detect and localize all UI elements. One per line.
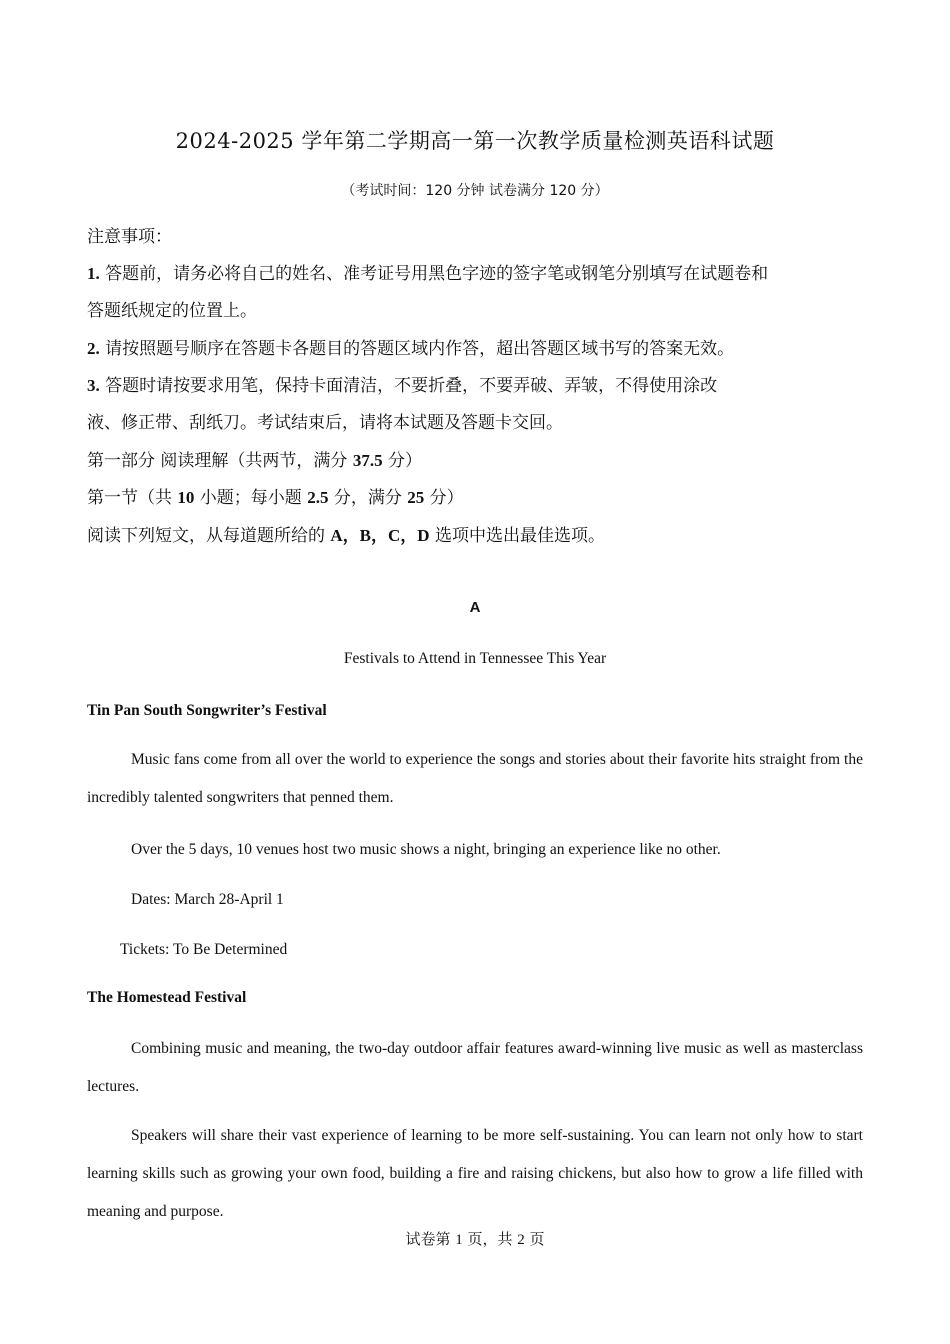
note-item-1-text: 答题前，请务必将自己的姓名、准考证号用黑色字迹的签字笔或钢笔分别填写在试题卷和 bbox=[105, 264, 769, 284]
festival-1-name: Tin Pan South Songwriter’s Festival bbox=[87, 702, 327, 719]
note-item-2-text: 请按照题号顺序在答题卡各题目的答题区域内作答，超出答题区域书写的答案无效。 bbox=[105, 339, 735, 359]
section-1-mid: 小题；每小题 bbox=[194, 488, 308, 508]
note-item-2-number: 2. bbox=[87, 339, 100, 358]
exam-title: 2024-2025 学年第二学期高一第一次教学质量检测英语科试题 bbox=[175, 129, 775, 153]
note-item-1-number: 1. bbox=[87, 264, 100, 283]
note-item-2 bbox=[87, 337, 734, 361]
festival-2-paragraph-2: Speakers will share their vast experience of learning to be more self-sustaining. You can learn not only how to start learning skills such as growing your own food, building a fire and raising chickens, but also how to grow a life filled with meaning and purpose. bbox=[87, 1127, 863, 1220]
festival-1-paragraph-1: Music fans come from all over the world to experience the songs and stories about their favorite hits straight from the incredibly talented songwriters that penned them. bbox=[87, 751, 863, 806]
section-1-prefix: 第一节（共 bbox=[87, 488, 178, 508]
notes-heading: 注意事项： bbox=[87, 227, 172, 247]
exam-subtitle: （考试时间：120 分钟 试卷满分 120 分） bbox=[341, 183, 609, 199]
section-1-heading bbox=[87, 486, 464, 510]
reading-instruction bbox=[87, 524, 605, 548]
festival-1-tickets: Tickets: To Be Determined bbox=[120, 941, 288, 958]
instruction-suffix: 选项中选出最佳选项。 bbox=[429, 526, 605, 546]
festival-2-paragraph-1: Combining music and meaning, the two-day outdoor affair features award-winning live music as well as masterclass lectures. bbox=[87, 1040, 863, 1095]
instruction-prefix: 阅读下列短文，从每道题所给的 bbox=[87, 526, 331, 546]
note-item-3-number: 3. bbox=[87, 376, 100, 395]
passage-title: Festivals to Attend in Tennessee This Year bbox=[343, 650, 607, 667]
instruction-options: A，B，C，D bbox=[330, 526, 430, 545]
part-1-prefix: 第一部分 阅读理解（共两节，满分 bbox=[87, 451, 353, 471]
festival-2-name: The Homestead Festival bbox=[87, 989, 247, 1006]
note-item-1-line-1 bbox=[87, 262, 768, 286]
section-1-total-score: 25 bbox=[407, 488, 425, 507]
page-footer bbox=[0, 1228, 950, 1249]
section-1-mid2: 分，满分 bbox=[328, 488, 408, 508]
footer-prefix: 试卷第 bbox=[405, 1230, 456, 1248]
section-1-suffix: 分） bbox=[424, 488, 464, 508]
passage-label: A bbox=[469, 599, 481, 616]
footer-total-pages: 2 bbox=[517, 1232, 525, 1248]
section-1-each-score: 2.5 bbox=[307, 488, 329, 507]
note-item-1-line-2: 答题纸规定的位置上。 bbox=[87, 301, 257, 321]
footer-suffix: 页 bbox=[524, 1230, 545, 1248]
festival-1-paragraph-2: Over the 5 days, 10 venues host two music shows a night, bringing an experience like no other. bbox=[131, 841, 721, 858]
part-1-heading bbox=[87, 449, 422, 473]
festival-1-dates: Dates: March 28-April 1 bbox=[131, 891, 284, 908]
note-item-3-text: 答题时请按要求用笔，保持卡面清洁，不要折叠，不要弄破、弄皱，不得使用涂改 bbox=[105, 376, 718, 396]
footer-mid: 页，共 bbox=[462, 1230, 518, 1248]
note-item-3-line-2: 液、修正带、刮纸刀。考试结束后，请将本试题及答题卡交回。 bbox=[87, 413, 563, 433]
part-1-suffix: 分） bbox=[382, 451, 422, 471]
note-item-3-line-1 bbox=[87, 374, 717, 398]
section-1-count: 10 bbox=[177, 488, 195, 507]
part-1-score: 37.5 bbox=[352, 451, 383, 470]
footer-page-number: 1 bbox=[455, 1232, 463, 1248]
